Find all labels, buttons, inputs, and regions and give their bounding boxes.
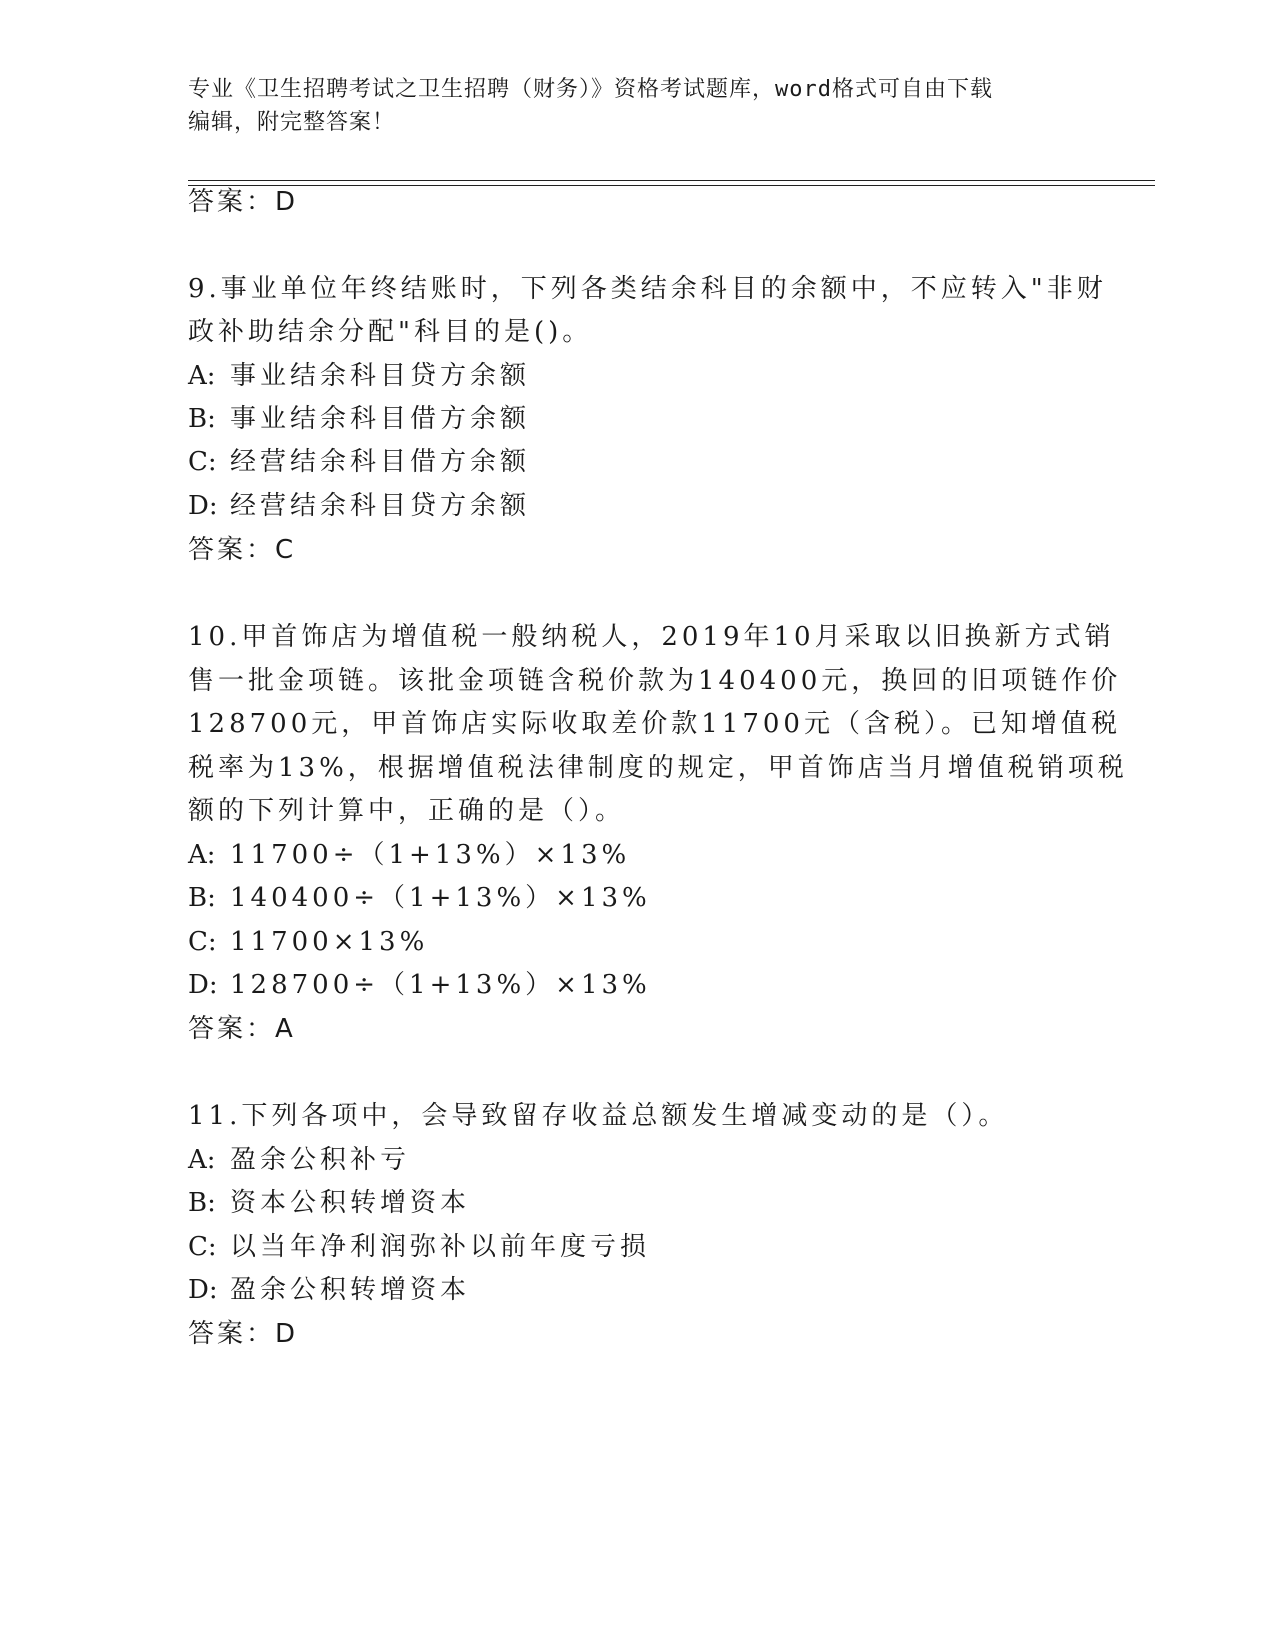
option-label: B: [188,1188,216,1218]
question-11-option-d [188,1273,470,1307]
question-9-line-1: 9.事业单位年终结账时，下列各类结余科目的余额中，不应转入"非财 [188,274,1107,304]
question-10-line-1: 10.甲首饰店为增值税一般纳税人，2019年10月采取以旧换新方式销 [188,622,1115,652]
question-10-option-d [188,968,651,1002]
option-label: D: [188,491,218,521]
option-text: 盈余公积转增资本 [230,1275,471,1305]
option-label: D: [188,970,218,1000]
question-11-option-c [188,1230,650,1264]
option-label: C: [188,1232,217,1262]
question-10-option-a [188,838,630,872]
question-9-line-2: 政补助结余分配"科目的是()。 [188,317,593,347]
question-10-answer: 答案：A [188,1014,296,1044]
option-label: C: [188,447,217,477]
question-9-option-a [188,359,530,393]
question-11-answer: 答案：D [188,1319,299,1349]
question-10-line-4: 税率为13%，根据增值税法律制度的规定，甲首饰店当月增值税销项税 [188,753,1128,783]
question-11-option-a [188,1143,410,1177]
question-9-answer: 答案：C [188,535,297,565]
option-text: 经营结余科目贷方余额 [230,491,531,521]
question-10-line-5: 额的下列计算中，正确的是（）。 [188,796,626,826]
option-label: B: [188,883,216,913]
question-9-option-c [188,445,530,479]
document-header [188,73,1088,139]
question-10-option-b [188,881,651,915]
option-text: 11700×13% [230,927,429,957]
option-text: 128700÷（1+13%）×13% [230,970,651,1000]
option-text: 以当年净利润弥补以前年度亏损 [230,1232,651,1262]
question-11-option-b [188,1186,470,1220]
option-text: 11700÷（1+13%）×13% [230,840,631,870]
header-line-1: 专业《卫生招聘考试之卫生招聘（财务）》资格考试题库，word格式可自由下载 [188,77,993,102]
option-label: B: [188,404,216,434]
question-9-option-d [188,489,530,523]
question-10-line-3: 128700元，甲首饰店实际收取差价款11700元（含税）。已知增值税 [188,709,1121,739]
question-10-line-2: 售一批金项链。该批金项链含税价款为140400元，换回的旧项链作价 [188,666,1122,696]
option-label: A: [188,840,216,870]
answer-previous: 答案：D [188,187,299,217]
option-text: 140400÷（1+13%）×13% [230,883,651,913]
header-rule-bottom [188,185,1155,186]
option-text: 经营结余科目借方余额 [230,447,531,477]
option-label: A: [188,1145,216,1175]
option-label: A: [188,361,216,391]
option-text: 资本公积转增资本 [230,1188,471,1218]
question-9-option-b [188,402,530,436]
option-text: 事业结余科目贷方余额 [230,361,531,391]
option-text: 事业结余科目借方余额 [230,404,531,434]
option-text: 盈余公积补亏 [230,1145,411,1175]
header-rule-top [188,180,1155,181]
question-11-line-1: 11.下列各项中，会导致留存收益总额发生增减变动的是（）。 [188,1101,1009,1131]
question-10-option-c [188,925,428,959]
option-label: C: [188,927,217,957]
header-line-2: 编辑，附完整答案！ [188,110,396,135]
option-label: D: [188,1275,218,1305]
